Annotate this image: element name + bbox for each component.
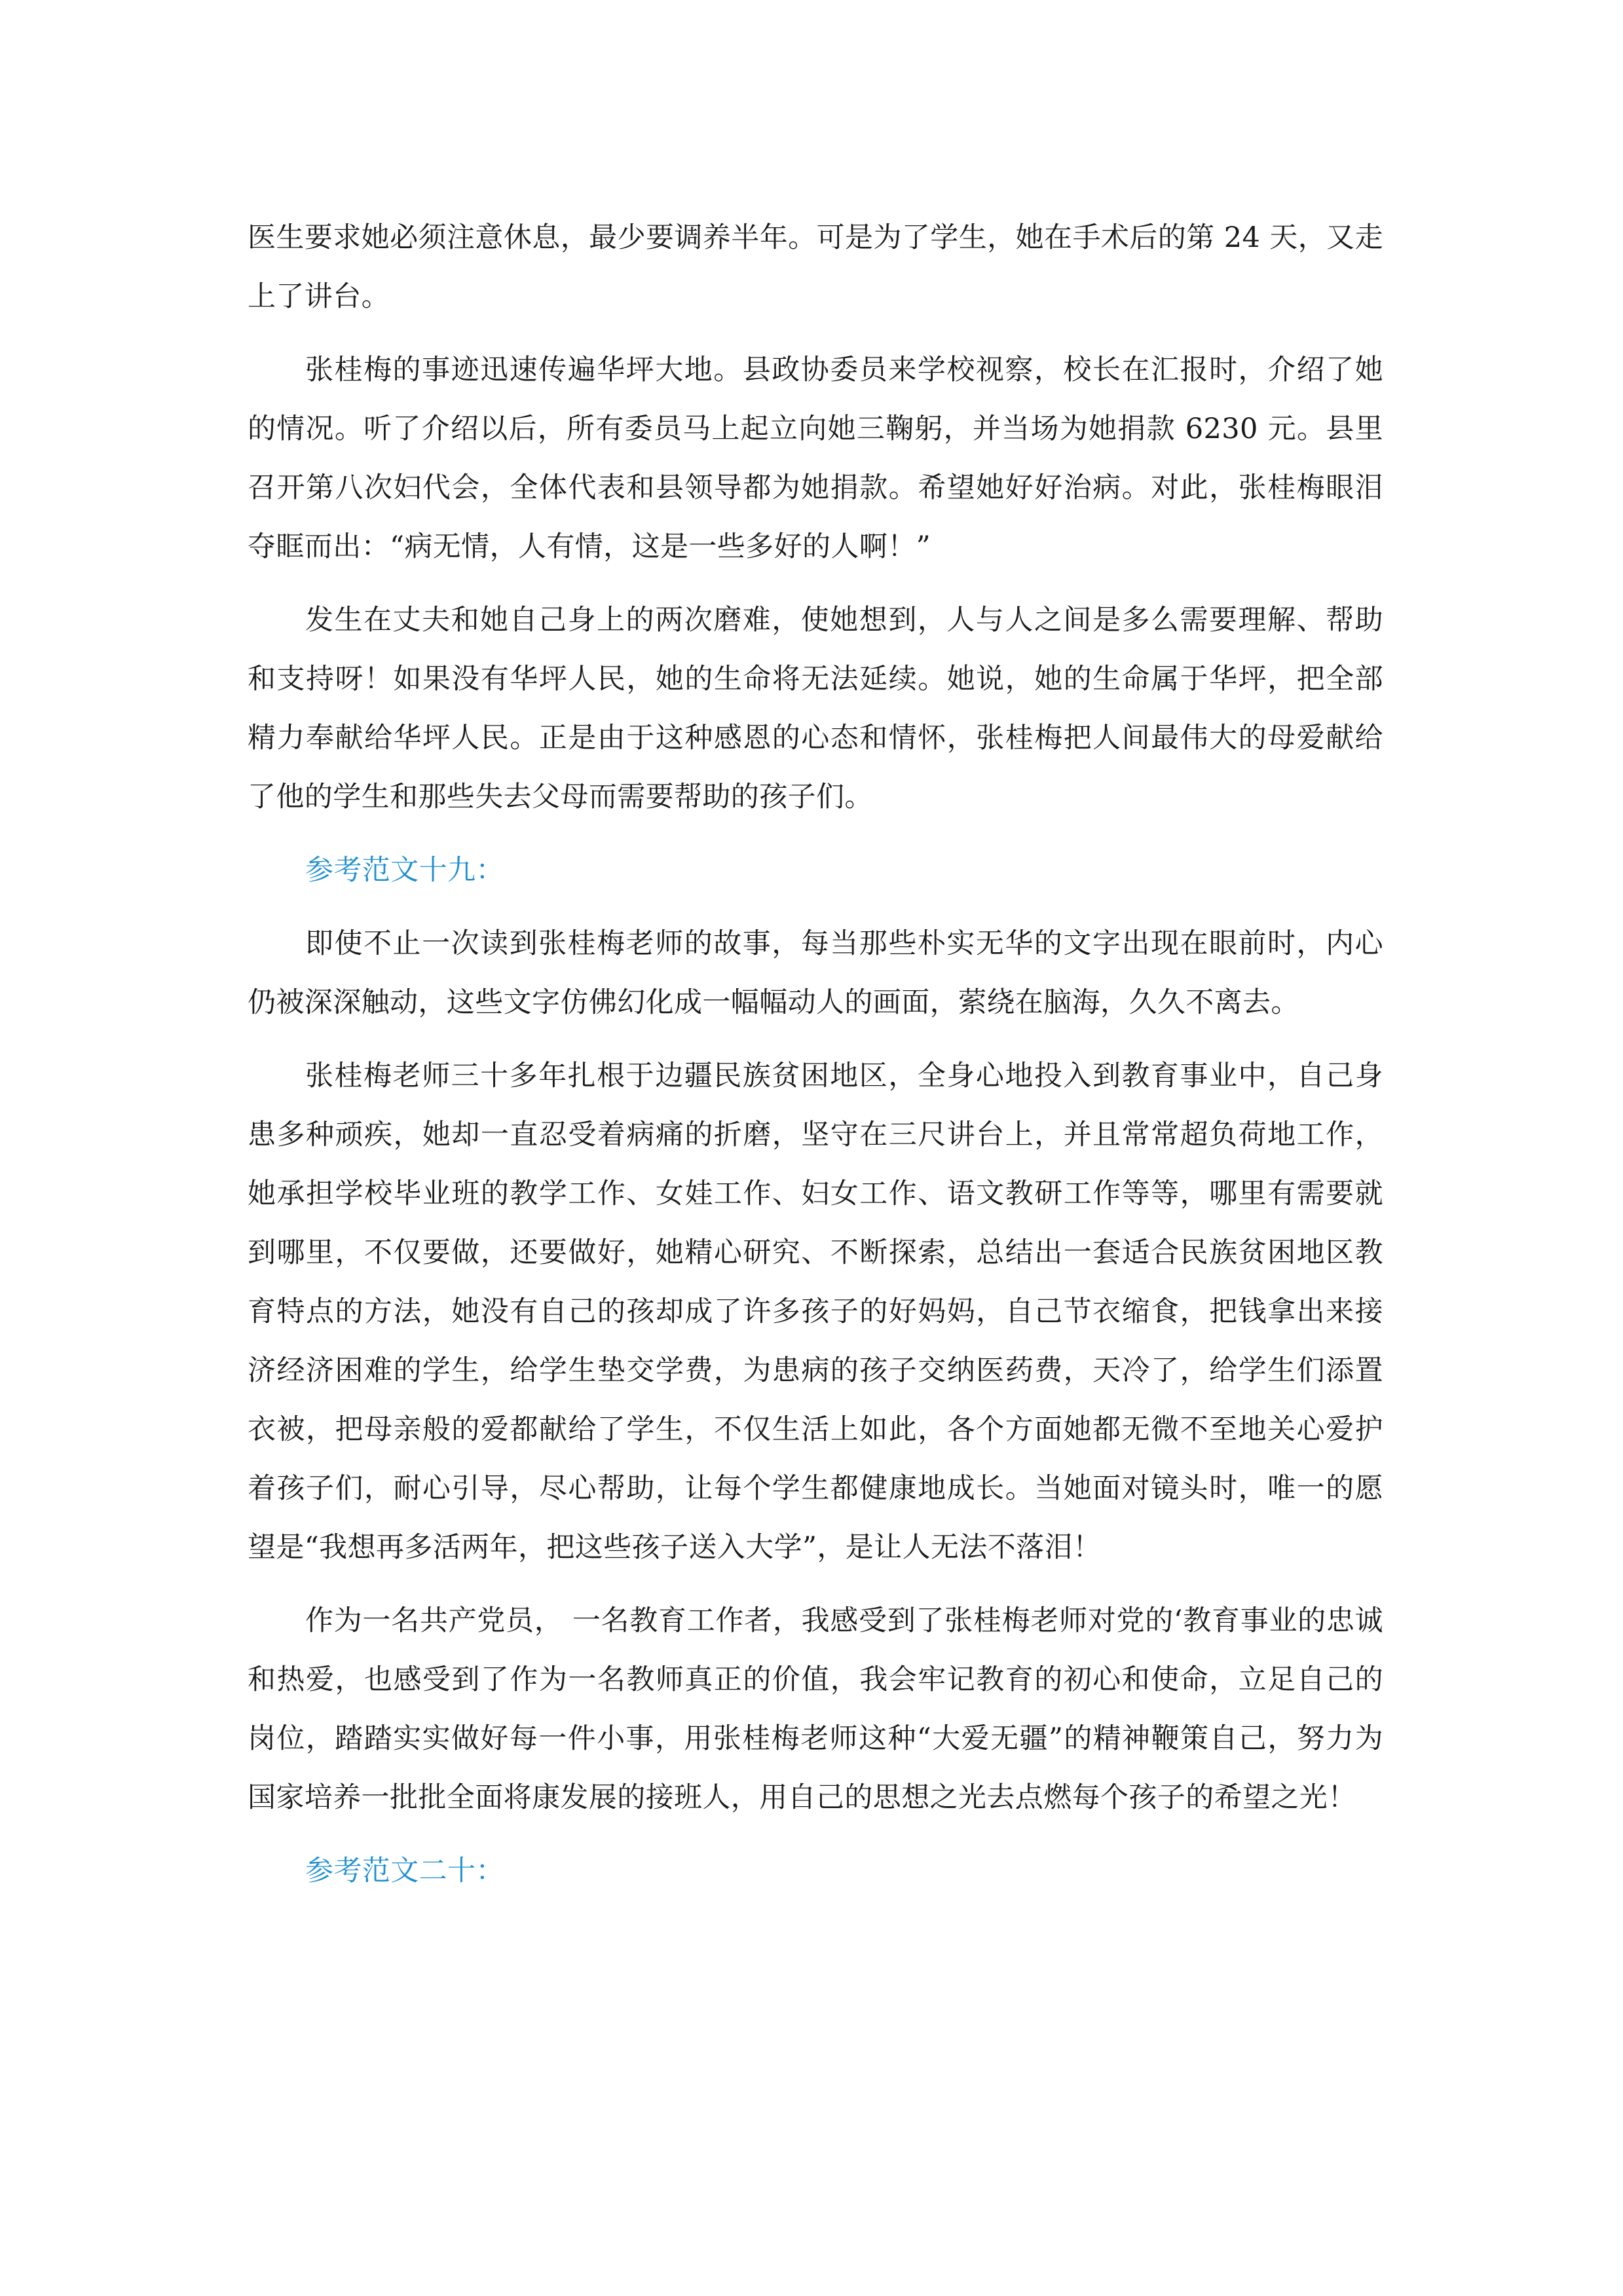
paragraph-teacher-story: 张桂梅老师三十多年扎根于边疆民族贫困地区，全身心地投入到教育事业中，自己身患多种顽疾，她却一直忍受着病痛的折磨，坚守在三尺讲台上，并且常常超负荷地工作，她承担学校毕业班的教学工作、女娃工作、妇女工作、语文教研工作等等，哪里有需要就到哪里，不仅要做，还要做好，她精心研究、不断探索，总结出一套适合民族贫困地区教育特点的方法，她没有自己的孩却成了许多孩子的好妈妈，自己节衣缩食，把钱拿出来接济经济困难的学生，给学生垫交学费，为患病的孩子交纳医药费，天冷了，给学生们添置衣被，把母亲般的爱都献给了学生，不仅生活上如此，各个方面她都无微不至地关心爱护着孩子们，耐心引导，尽心帮助，让每个学生都健康地成长。当她面对镜头时，唯一的愿望是“我想再多活两年，把这些孩子送入大学”，是让人无法不落泪！ xyxy=(248,1060,1383,1564)
paragraph-reflection: 作为一名共产党员， 一名教育工作者，我感受到了张桂梅老师对党的‘教育事业的忠诚和热爱，也感受到了作为一名教师真正的价值，我会牢记教育的初心和使命，立足自己的岗位，踏踏实实做好每一件小事，用张桂梅老师这种“大爱无疆”的精神鞭策自己，努力为国家培养一批批全面将康发展的接班人，用自己的思想之光去点燃每个孩子的希望之光！ xyxy=(248,1604,1383,1814)
paragraph-continuation: 医生要求她必须注意休息，最少要调养半年。可是为了学生，她在手术后的第 24 天，又走上了讲台。 xyxy=(248,221,1383,313)
paragraph-intro-19: 即使不止一次读到张桂梅老师的故事，每当那些朴实无华的文字出现在眼前时，内心仍被深深触动，这些文字仿佛幻化成一幅幅动人的画面，萦绕在脑海，久久不离去。 xyxy=(248,927,1383,1019)
section-heading-19: 参考范文十九： xyxy=(305,854,504,887)
section-heading-20: 参考范文二十： xyxy=(305,1855,504,1887)
document-body xyxy=(248,208,1383,1915)
paragraph-deeds-spread: 张桂梅的事迹迅速传遍华坪大地。县政协委员来学校视察，校长在汇报时，介绍了她的情况。听了介绍以后，所有委员马上起立向她三鞠躬，并当场为她捐款 6230 元。县里召开第八次妇代会，全体代表和县领导都为她捐款。希望她好好治病。对此，张桂梅眼泪夺眶而出：“病无情，人有情，这是一些多好的人啊！” xyxy=(248,354,1383,563)
paragraph-gratitude: 发生在丈夫和她自己身上的两次磨难，使她想到，人与人之间是多么需要理解、帮助和支持呀！如果没有华坪人民，她的生命将无法延续。她说，她的生命属于华坪，把全部精力奉献给华坪人民。正是由于这种感恩的心态和情怀，张桂梅把人间最伟大的母爱献给了他的学生和那些失去父母而需要帮助的孩子们。 xyxy=(248,604,1383,813)
